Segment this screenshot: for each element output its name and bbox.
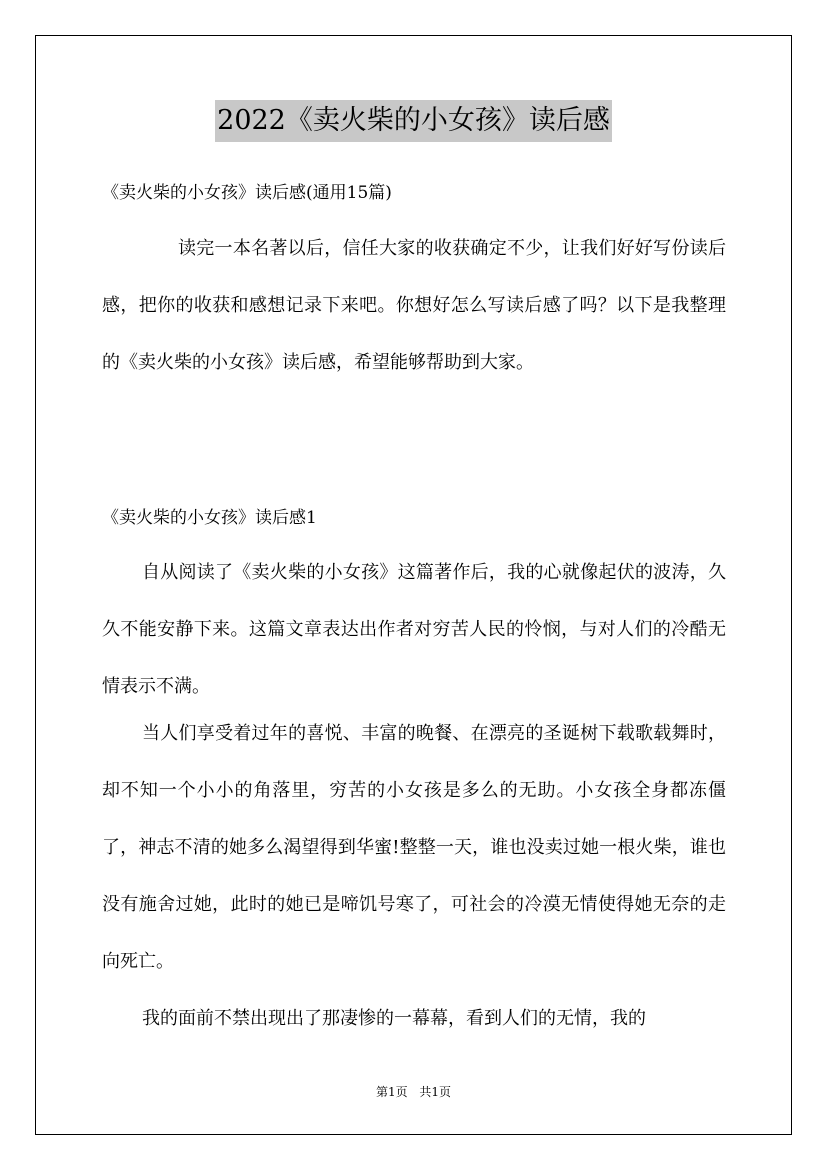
section-heading: 《卖火柴的小女孩》读后感1 bbox=[102, 508, 317, 528]
document-title: 2022《卖火柴的小女孩》读后感 bbox=[215, 100, 612, 142]
body-paragraph-2: 当人们享受着过年的喜悦、丰富的晚餐、在漂亮的圣诞树下载歌载舞时，却不知一个小小的角落里，穷苦的小女孩是多么的无助。小女孩全身都冻僵了，神志不清的她多么渴望得到华蜜!整整一天，谁也没卖过她一根火柴，谁也没有施舍过她，此时的她已是啼饥号寒了，可社会的冷漠无情使得她无奈的走向死亡。 bbox=[102, 723, 726, 972]
body-paragraph-3: 我的面前不禁出现出了那凄惨的一幕幕，看到人们的无情，我的 bbox=[142, 1008, 646, 1029]
body-paragraph-1: 自从阅读了《卖火柴的小女孩》这篇著作后，我的心就像起伏的波涛，久久不能安静下来。这篇文章表达出作者对穷苦人民的怜悯，与对人们的冷酷无情表示不满。 bbox=[102, 562, 726, 697]
title-container bbox=[0, 100, 827, 142]
page-footer bbox=[0, 1083, 827, 1101]
total-pages: 共1页 bbox=[419, 1085, 452, 1099]
intro-paragraph: 读完一本名著以后，信任大家的收获确定不少，让我们好好写份读后感，把你的收获和感想记录下来吧。你想好怎么写读后感了吗？以下是我整理的《卖火柴的小女孩》读后感，希望能够帮助到大家。 bbox=[102, 238, 726, 373]
document-subtitle: 《卖火柴的小女孩》读后感(通用15篇) bbox=[102, 183, 392, 203]
page-number: 第1页 bbox=[375, 1085, 408, 1099]
